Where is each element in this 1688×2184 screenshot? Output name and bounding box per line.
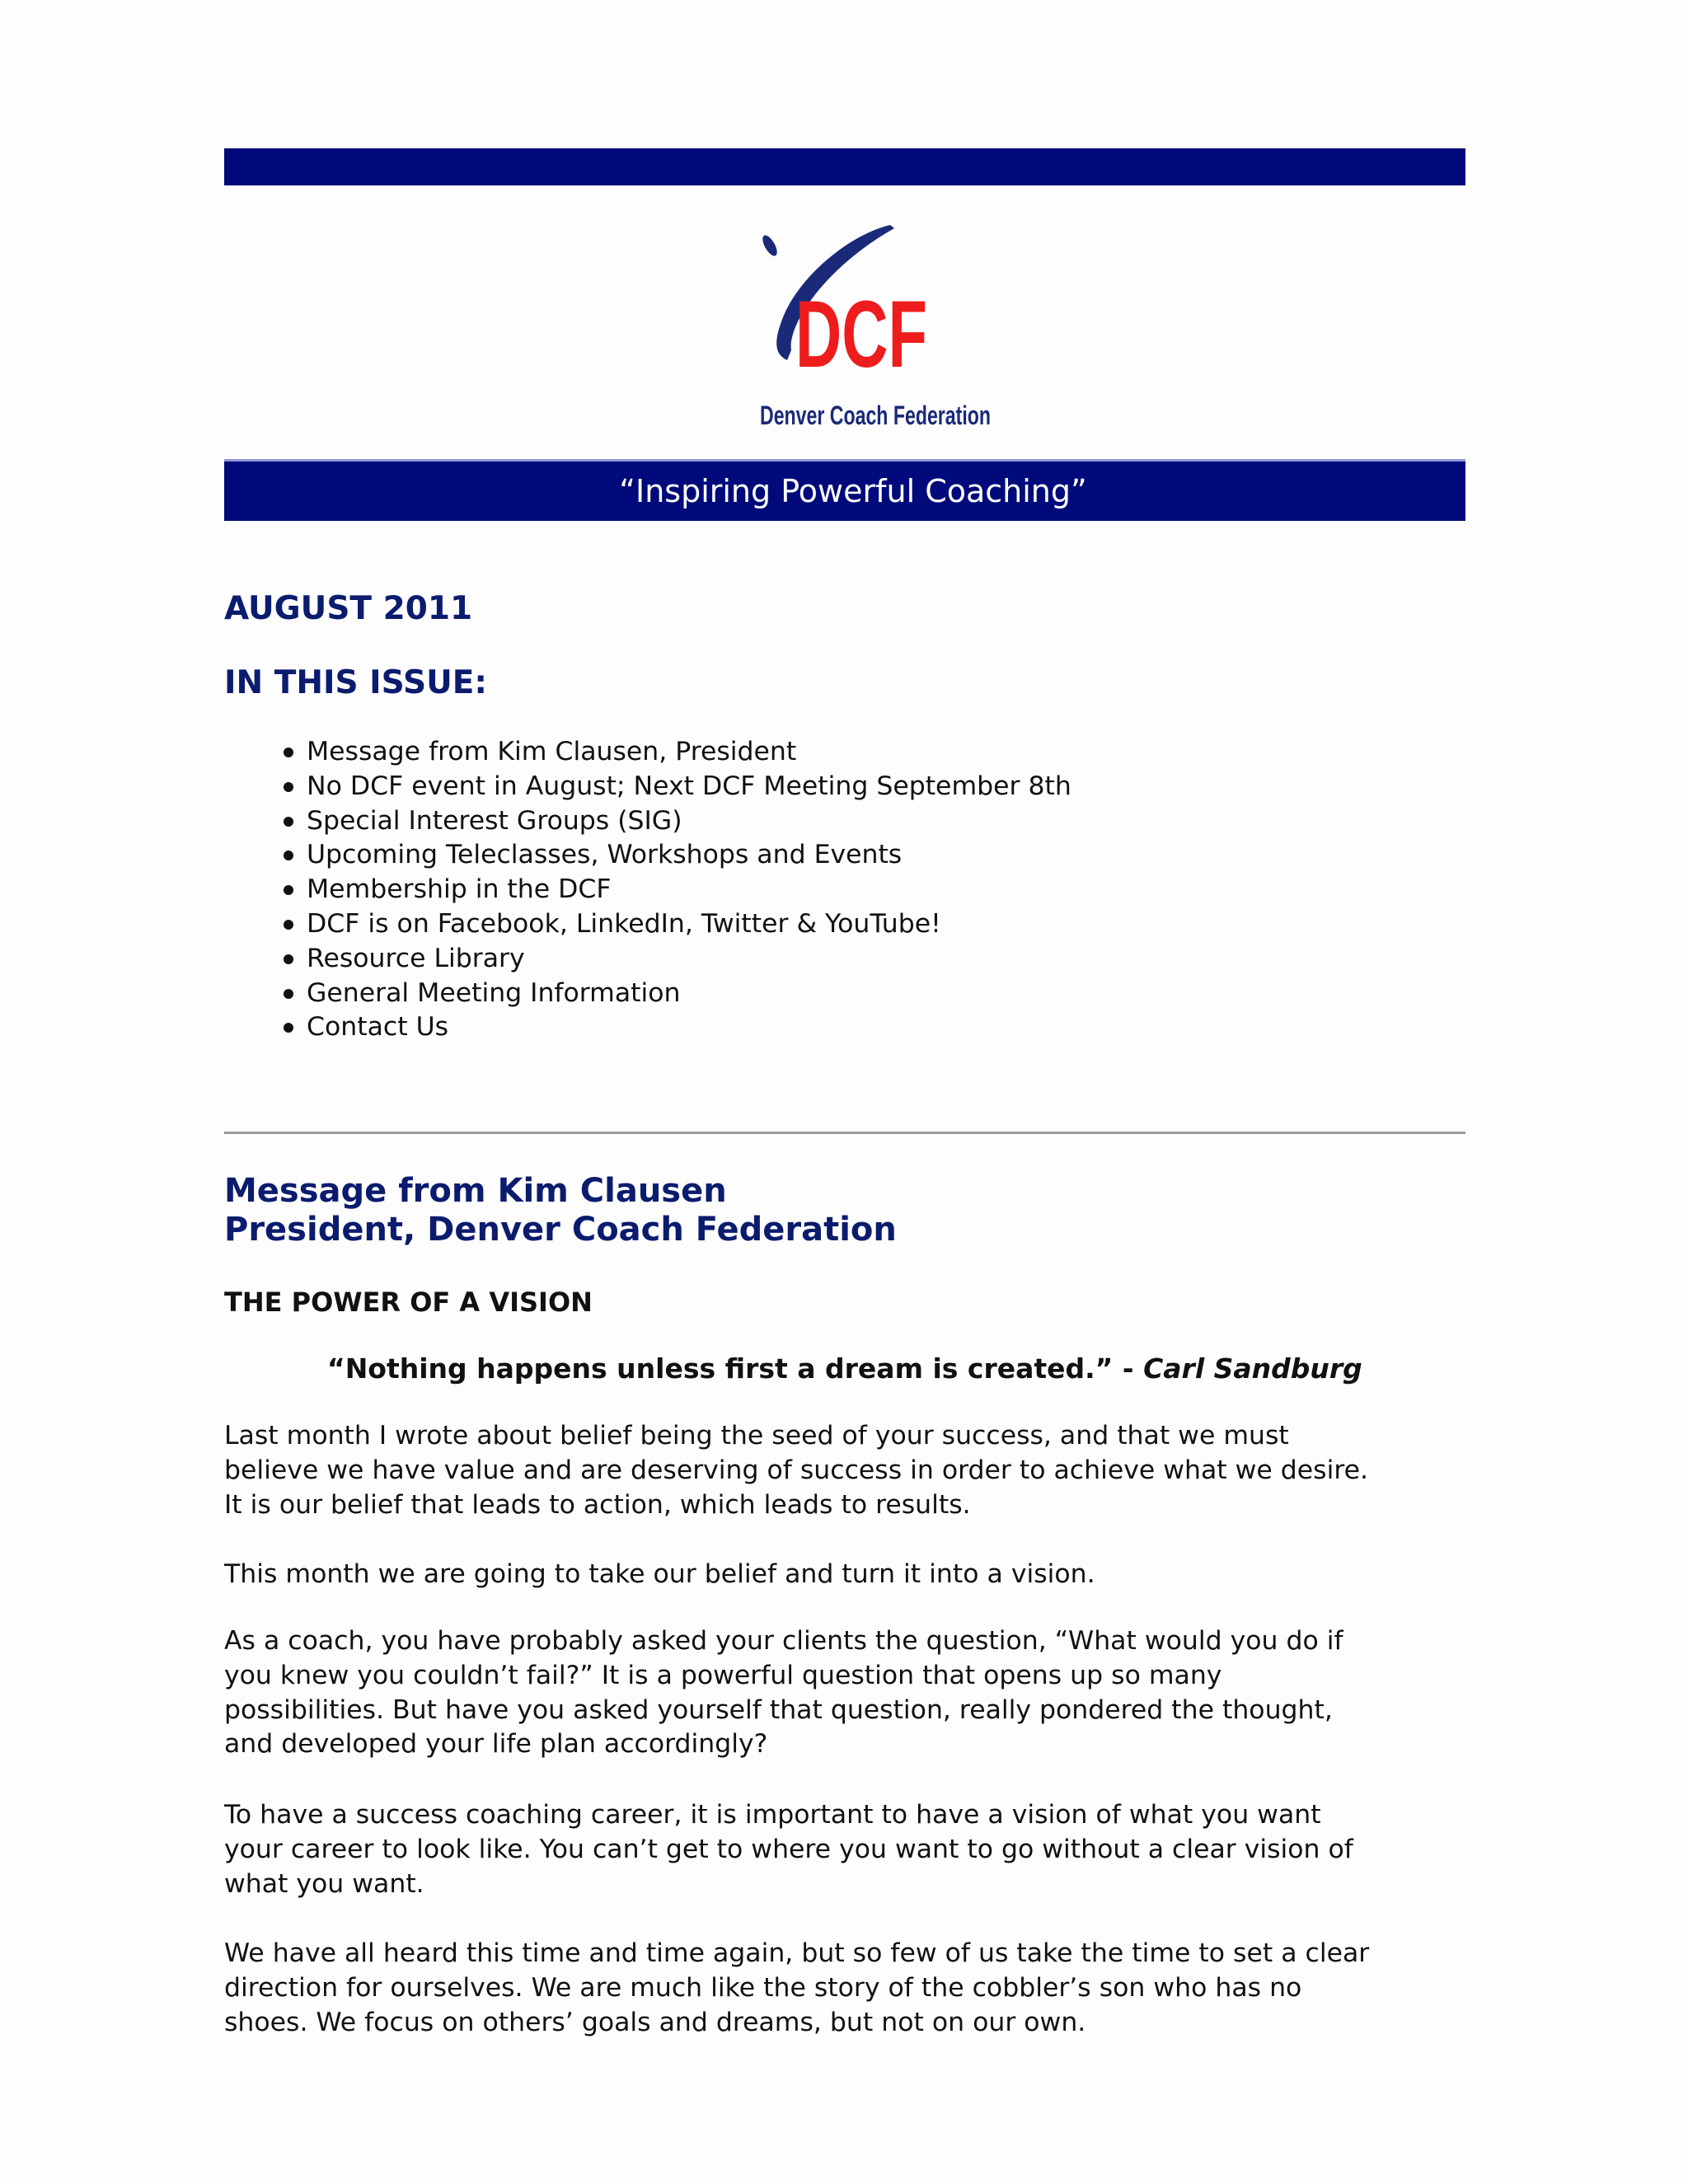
logo-letters: DCF (795, 282, 927, 387)
paragraph-line: We have all heard this time and time again, but so few of us take the time to set a clear (224, 1938, 1370, 1968)
paragraph-line: shoes. We focus on others’ goals and dreams, but not on our own. (224, 2007, 1086, 2037)
paragraph-line: To have a success coaching career, it is important to have a vision of what you want (224, 1800, 1321, 1830)
list-item-label: Membership in the DCF (307, 874, 612, 905)
list-item[interactable] (280, 977, 1071, 1011)
paragraph (224, 1558, 1095, 1592)
bullet-icon (284, 817, 293, 827)
paragraph (224, 1624, 1343, 1762)
list-item[interactable] (280, 735, 1071, 770)
bullet-icon (284, 885, 293, 895)
message-heading-line2: President, Denver Coach Federation (224, 1211, 897, 1249)
message-heading-line1: Message from Kim Clausen (224, 1172, 727, 1210)
list-item-label: Special Interest Groups (SIG) (307, 805, 682, 836)
list-item-label: Message from Kim Clausen, President (307, 737, 797, 766)
paragraph-line: direction for ourselves. We are much like the story of the cobbler’s son who has no (224, 1972, 1302, 2003)
list-item-label: General Meeting Information (307, 977, 681, 1008)
list-item[interactable] (280, 770, 1071, 804)
list-item[interactable] (280, 838, 1071, 873)
issue-contents-list (280, 735, 1071, 1045)
bullet-icon (284, 1023, 293, 1033)
bullet-icon (284, 782, 293, 792)
quote-text: “Nothing happens unless first a dream is created.” - (327, 1352, 1144, 1385)
in-this-issue-heading: IN THIS ISSUE: (224, 664, 487, 701)
list-item-label: Upcoming Teleclasses, Workshops and Events (307, 840, 903, 870)
paragraph-line: Last month I wrote about belief being the seed of your success, and that we must (224, 1421, 1289, 1451)
list-item-label: DCF is on Facebook, LinkedIn, Twitter & YouTube! (307, 908, 941, 939)
issue-date: AUGUST 2011 (224, 590, 473, 627)
paragraph (224, 1419, 1368, 1522)
list-item-label: Resource Library (307, 943, 525, 973)
section-divider (224, 1132, 1465, 1134)
dcf-logo (725, 218, 1022, 433)
bullet-icon (284, 989, 293, 999)
paragraph-line: believe we have value and are deserving of success in order to achieve what we desire. (224, 1455, 1368, 1485)
list-item[interactable] (280, 873, 1071, 907)
paragraph-line: and developed your life plan accordingly? (224, 1729, 768, 1760)
list-item-label: No DCF event in August; Next DCF Meeting September 8th (307, 771, 1071, 801)
logo-name: Denver Coach Federation (760, 401, 991, 430)
paragraph-line: It is our belief that leads to action, which leads to results. (224, 1489, 971, 1520)
bullet-icon (284, 920, 293, 930)
bullet-icon (284, 954, 293, 964)
paragraph-line: This month we are going to take our belief and turn it into a vision. (224, 1559, 1095, 1589)
logo-head-icon (760, 233, 780, 258)
bullet-icon (284, 851, 293, 860)
list-item[interactable] (280, 1010, 1071, 1045)
list-item[interactable] (280, 942, 1071, 977)
tagline-banner (224, 459, 1465, 521)
list-item-label: Contact Us (307, 1012, 449, 1043)
article-subheading: THE POWER OF A VISION (224, 1286, 593, 1318)
list-item[interactable] (280, 907, 1071, 942)
paragraph (224, 1937, 1369, 2040)
paragraph-line: what you want. (224, 1868, 424, 1899)
quote-author: Carl Sandburg (1143, 1352, 1362, 1385)
message-heading (224, 1172, 897, 1249)
tagline: “Inspiring Powerful Coaching” (619, 473, 1087, 509)
list-item[interactable] (280, 804, 1071, 839)
bullet-icon (284, 748, 293, 757)
paragraph-line: you knew you couldn’t fail?” It is a powerful question that opens up so many (224, 1660, 1222, 1690)
paragraph-line: your career to look like. You can’t get to where you want to go without a clear vision of (224, 1834, 1353, 1864)
header-top-bar (224, 148, 1465, 185)
paragraph-line: As a coach, you have probably asked your clients the question, “What would you do if (224, 1626, 1343, 1656)
quote (327, 1352, 1362, 1386)
paragraph (224, 1798, 1353, 1901)
paragraph-line: possibilities. But have you asked yourself that question, really pondered the thought, (224, 1694, 1333, 1725)
